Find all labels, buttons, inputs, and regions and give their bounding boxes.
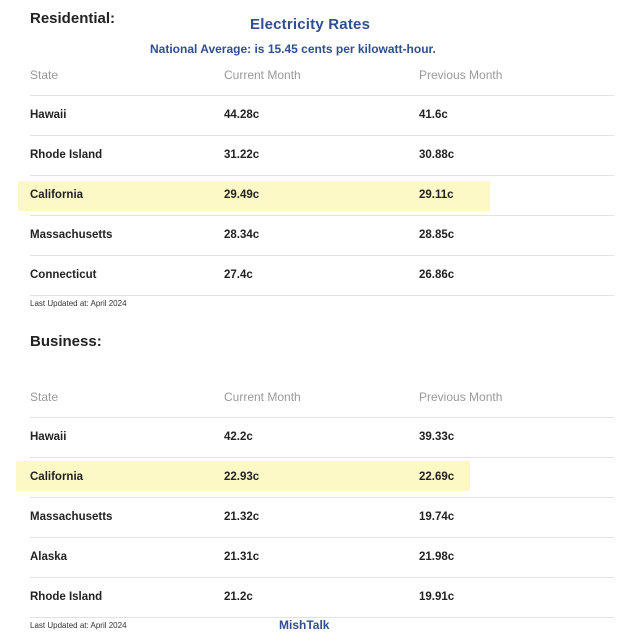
current-month-cell: 44.28c (224, 109, 260, 121)
page-title: Electricity Rates (250, 16, 371, 33)
previous-month-cell: 39.33c (419, 431, 455, 443)
previous-month-cell: 28.85c (419, 229, 455, 241)
business-header-row (30, 377, 614, 418)
table-row-highlighted (30, 175, 614, 216)
current-month-cell: 27.4c (224, 269, 253, 281)
current-month-cell: 21.32c (224, 511, 260, 523)
state-cell: Massachusetts (30, 511, 113, 523)
business-section-title: Business: (30, 333, 102, 350)
column-header-state: State (30, 68, 59, 82)
column-header-state: State (30, 390, 59, 404)
previous-month-cell: 41.6c (419, 109, 448, 121)
previous-month-cell: 30.88c (419, 149, 455, 161)
page-subtitle: National Average: is 15.45 cents per kilowatt-hour. (150, 42, 436, 56)
state-cell: California (30, 189, 84, 201)
current-month-cell: 21.31c (224, 551, 260, 563)
table-row (30, 537, 614, 578)
previous-month-cell: 19.91c (419, 591, 455, 603)
table-row (30, 417, 614, 458)
state-cell: Massachusetts (30, 229, 113, 241)
previous-month-cell: 29.11c (419, 189, 454, 201)
table-row-highlighted (30, 457, 614, 498)
current-month-cell: 22.93c (224, 471, 260, 483)
current-month-cell: 28.34c (224, 229, 260, 241)
residential-last-updated: Last Updated at: April 2024 (30, 299, 127, 308)
current-month-cell: 21.2c (224, 591, 253, 603)
state-cell: Rhode Island (30, 591, 103, 603)
current-month-cell: 31.22c (224, 149, 260, 161)
current-month-cell: 42.2c (224, 431, 253, 443)
previous-month-cell: 26.86c (419, 269, 455, 281)
residential-section-title: Residential: (30, 10, 116, 27)
state-cell: Connecticut (30, 269, 97, 281)
column-header-current-month: Current Month (224, 68, 301, 82)
business-last-updated: Last Updated at: April 2024 (30, 621, 127, 630)
state-cell: California (30, 471, 84, 483)
state-cell: Hawaii (30, 431, 67, 443)
state-cell: Rhode Island (30, 149, 103, 161)
state-cell: Alaska (30, 551, 68, 563)
column-header-current-month: Current Month (224, 390, 301, 404)
table-row (30, 497, 614, 538)
mishtalk-watermark: MishTalk (279, 618, 330, 632)
table-row (30, 215, 614, 256)
table-row (30, 577, 614, 618)
table-row (30, 255, 614, 296)
current-month-cell: 29.49c (224, 189, 260, 201)
previous-month-cell: 21.98c (419, 551, 455, 563)
residential-header-row (30, 55, 614, 96)
table-row (30, 95, 614, 136)
previous-month-cell: 19.74c (419, 511, 455, 523)
column-header-previous-month: Previous Month (419, 390, 503, 404)
column-header-previous-month: Previous Month (419, 68, 503, 82)
previous-month-cell: 22.69c (419, 471, 455, 483)
state-cell: Hawaii (30, 109, 67, 121)
table-row (30, 135, 614, 176)
